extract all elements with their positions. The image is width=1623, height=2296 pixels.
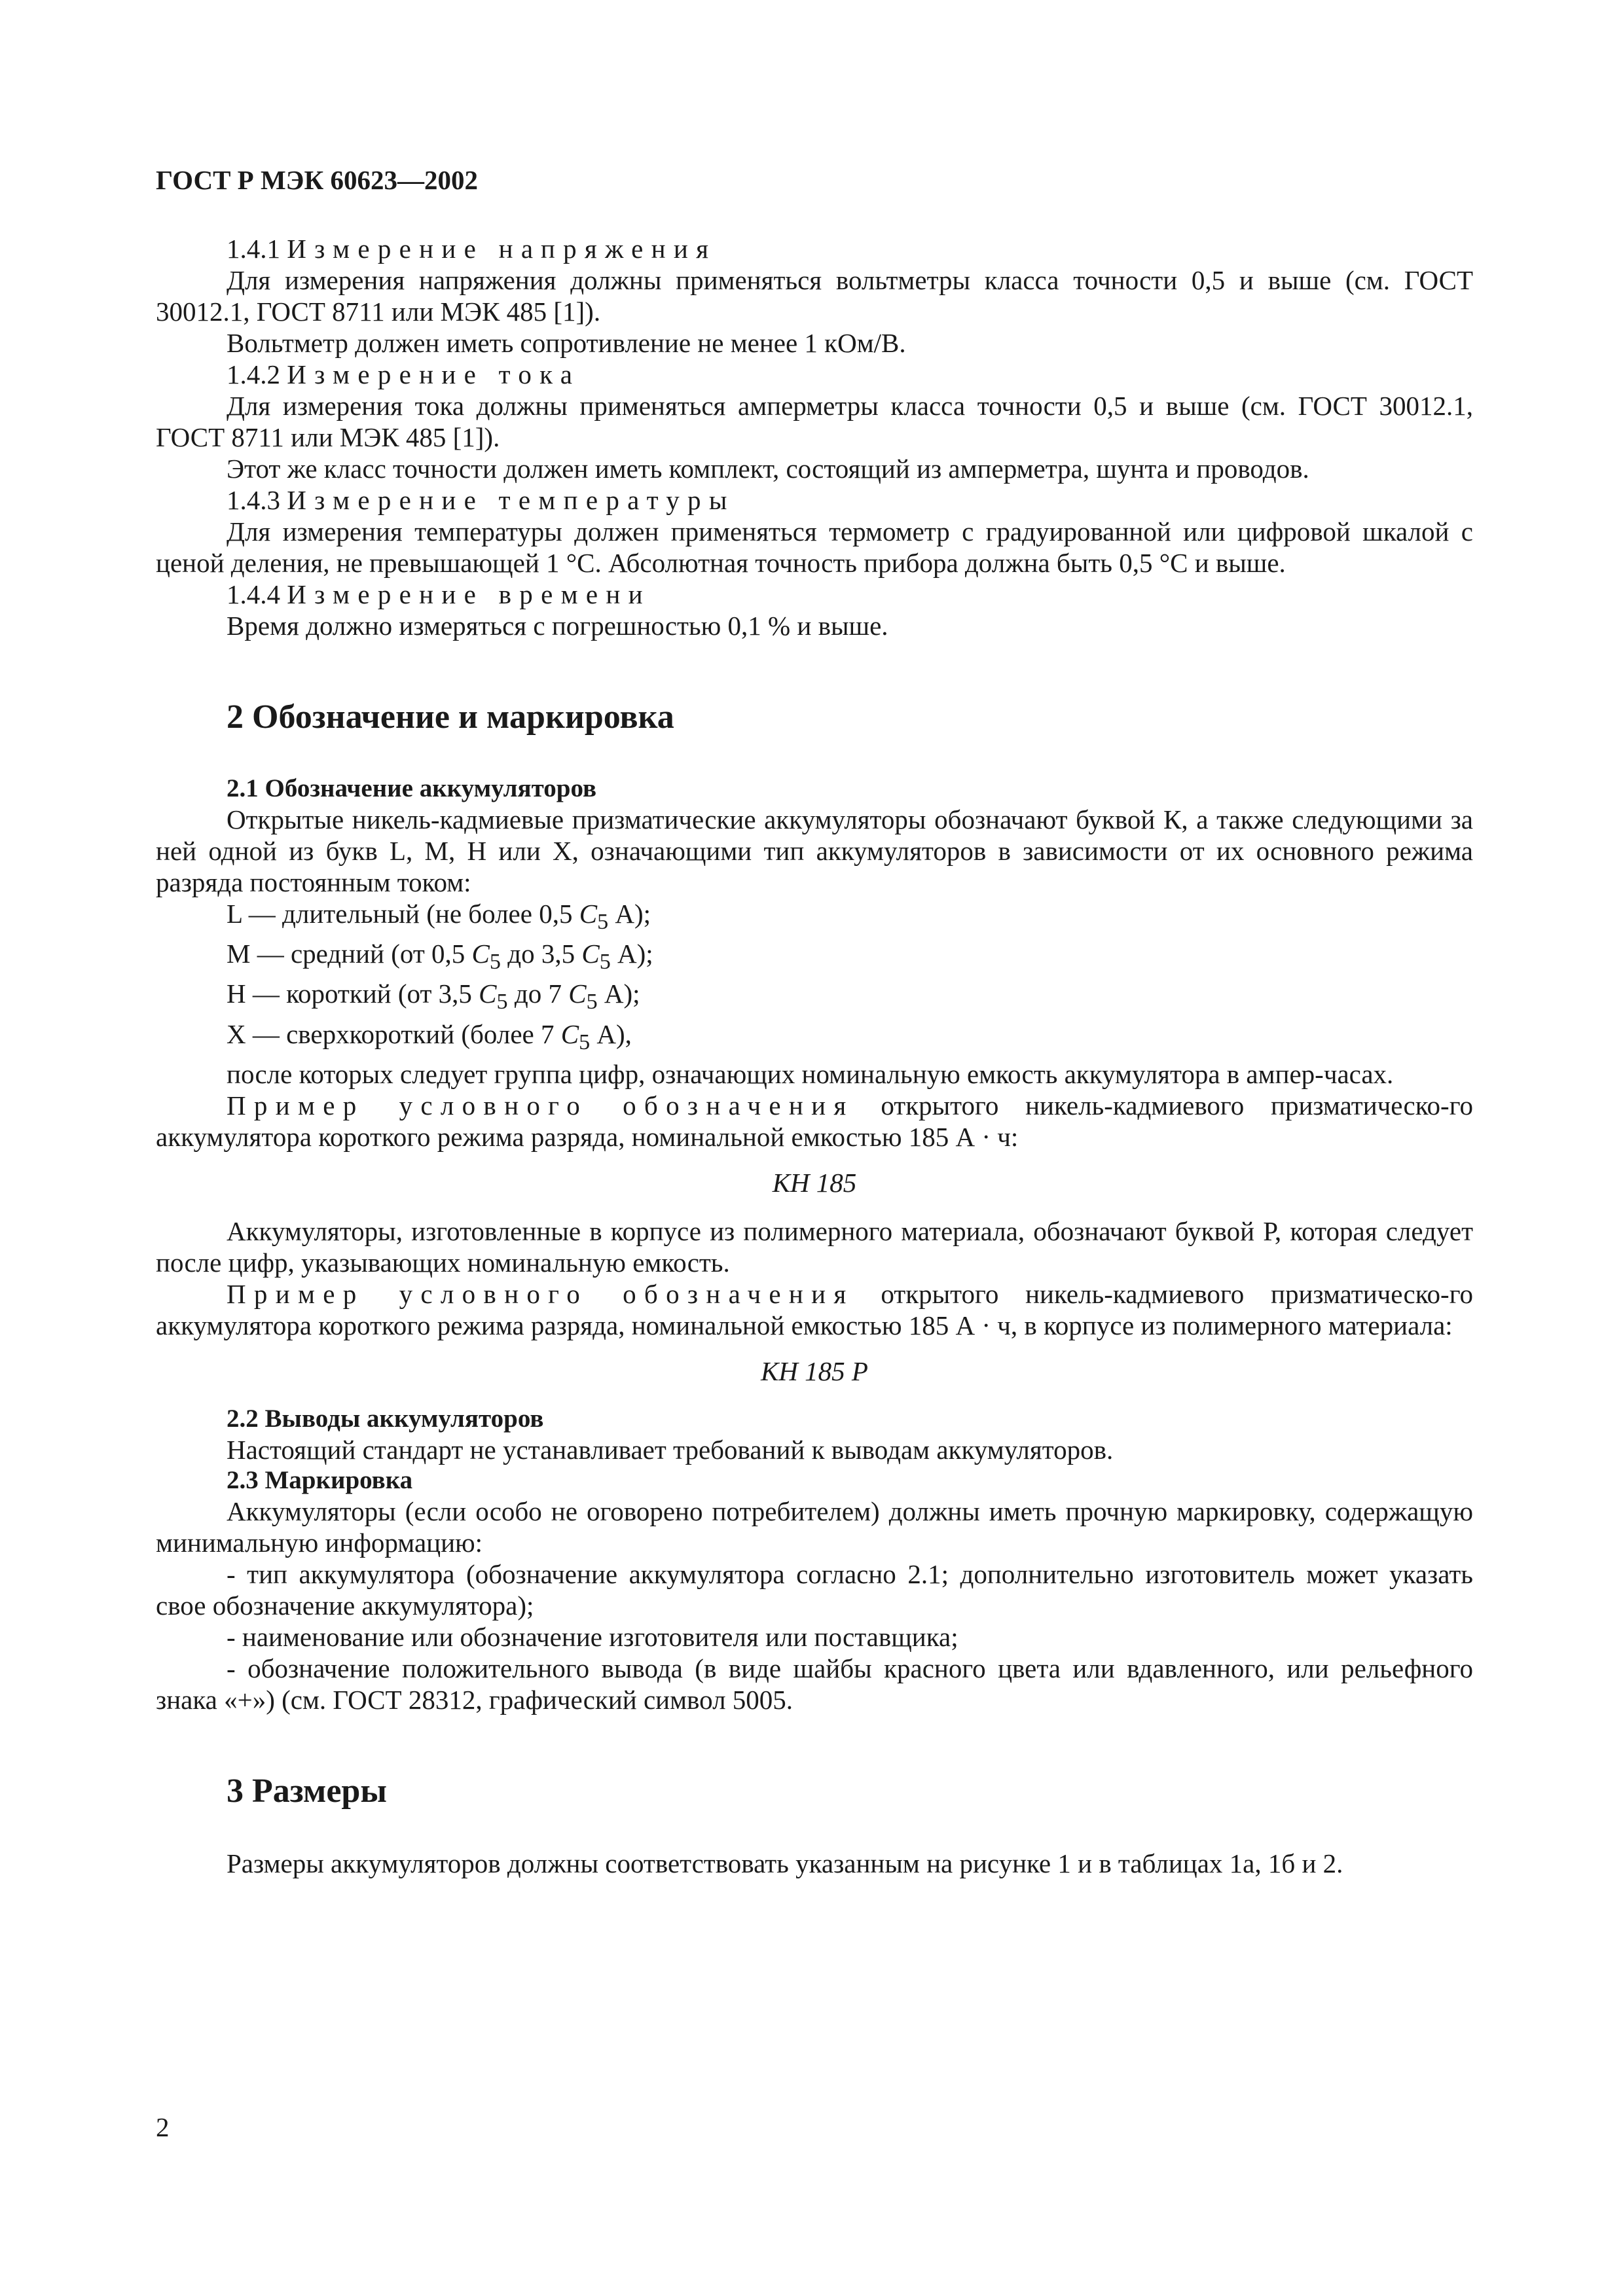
section-2-title: 2 Обозначение и маркировка	[227, 698, 674, 736]
section-2-2	[156, 1404, 1473, 1465]
section-title: Измерение температуры	[287, 485, 735, 515]
section-number: 1.4.3	[227, 485, 280, 515]
section-2-1	[156, 774, 1473, 1387]
designation-example: КН 185 Р	[761, 1355, 868, 1386]
paragraph: Аккумуляторы, изготовленные в корпусе из полимерного материала, обозначают буквой Р, которая следует после цифр, указывающих номинальную емкость.	[156, 1215, 1473, 1278]
list-item-L: L — длительный (не более 0,5 $C_5$ А);	[227, 899, 651, 935]
section-1-4-4	[156, 579, 1473, 641]
page-number: 2	[156, 2112, 170, 2142]
subsection-title: 2.2 Выводы аккумуляторов	[227, 1404, 544, 1433]
bullet-item: - обозначение положительного вывода (в виде шайбы красного цвета или вдавленного, или рельефного знака «+») (см. ГОСТ 28312, графический символ 5005.	[156, 1653, 1473, 1715]
list-item-X: X — сверхкороткий (более 7 $C_5$ А),	[227, 1018, 632, 1054]
paragraph: Этот же класс точности должен иметь комплект, состоящий из амперметра, шунта и проводов.	[227, 454, 1309, 484]
bullet-item: - наименование или обозначение изготовителя или поставщика;	[227, 1621, 958, 1652]
section-title: Измерение напряжения	[287, 234, 717, 264]
subsection-title: 2.1 Обозначение аккумуляторов	[227, 774, 597, 802]
section-heading	[156, 359, 1473, 390]
example-paragraph: Пример условного обозначения открытого никель-кадмиевого призматическо-го аккумулятора короткого режима разряда, номинальной емкостью 185 А · ч:	[156, 1090, 1473, 1152]
paragraph: Вольтметр должен иметь сопротивление не менее 1 кОм/В.	[227, 328, 906, 358]
paragraph: Для измерения напряжения должны применяться вольтметры класса точности 0,5 и выше (см. ГОСТ 30012.1, ГОСТ 8711 или МЭК 485 [1]).	[156, 265, 1473, 327]
paragraph: Размеры аккумуляторов должны соответствовать указанным на рисунке 1 и в таблицах 1а, 1б и 2.	[227, 1848, 1343, 1878]
section-number: 1.4.2	[227, 359, 280, 389]
section-title: Измерение тока	[287, 359, 581, 389]
list-item-H: Н — короткий (от 3,5 $C_5$ до 7 $C_5$ А);	[227, 978, 640, 1014]
paragraph: Время должно измеряться с погрешностью 0,1 % и выше.	[227, 611, 888, 641]
subsection-title: 2.3 Маркировка	[227, 1465, 413, 1494]
bullet-item: - тип аккумулятора (обозначение аккумулятора согласно 2.1; дополнительно изготовитель может указать свое обозначение аккумулятора);	[156, 1558, 1473, 1621]
paragraph: Открытые никель-кадмиевые призматические аккумуляторы обозначают буквой К, а также следующими за ней одной из букв L, М, Н или X, означающими тип аккумуляторов в зависимости от их основного режима разряда постоянным током:	[156, 804, 1473, 897]
section-heading	[156, 484, 1473, 516]
section-2-3	[156, 1465, 1473, 1715]
paragraph: Аккумуляторы (если особо не оговорено потребителем) должны иметь прочную маркировку, содержащую минимальную информацию:	[156, 1496, 1473, 1558]
section-1-4-2	[156, 359, 1473, 484]
example-paragraph: Пример условного обозначения открытого никель-кадмиевого призматическо-го аккумулятора короткого режима разряда, номинальной емкостью 185 А · ч, в корпусе из полимерного материала:	[156, 1278, 1473, 1340]
paragraph: Для измерения температуры должен применяться термометр с градуированной или цифровой шкалой с ценой деления, не превышающей 1 °С. Абсолютная точность прибора должна быть 0,5 °С и выше.	[156, 516, 1473, 578]
section-heading	[156, 579, 1473, 610]
paragraph: после которых следует группа цифр, означающих номинальную емкость аккумулятора в ампер-часах.	[227, 1058, 1394, 1089]
section-3-title: 3 Размеры	[227, 1772, 387, 1810]
paragraph: Для измерения тока должны применяться амперметры класса точности 0,5 и выше (см. ГОСТ 30012.1, ГОСТ 8711 или МЭК 485 [1]).	[156, 391, 1473, 452]
paragraph: Настоящий стандарт не устанавливает требований к выводам аккумуляторов.	[227, 1434, 1114, 1465]
section-title: Измерение времени	[287, 579, 651, 609]
section-number: 1.4.4	[227, 579, 280, 609]
section-1-4-3	[156, 484, 1473, 579]
document-page	[156, 164, 1473, 1879]
document-header: ГОСТ Р МЭК 60623—2002	[156, 165, 478, 195]
section-number: 1.4.1	[227, 234, 280, 264]
list-item-M: М — средний (от 0,5 $C_5$ до 3,5 $C_5$ А);	[227, 939, 653, 975]
designation-example: КН 185	[772, 1167, 857, 1198]
section-heading	[156, 233, 1473, 264]
section-1-4-1	[156, 233, 1473, 359]
